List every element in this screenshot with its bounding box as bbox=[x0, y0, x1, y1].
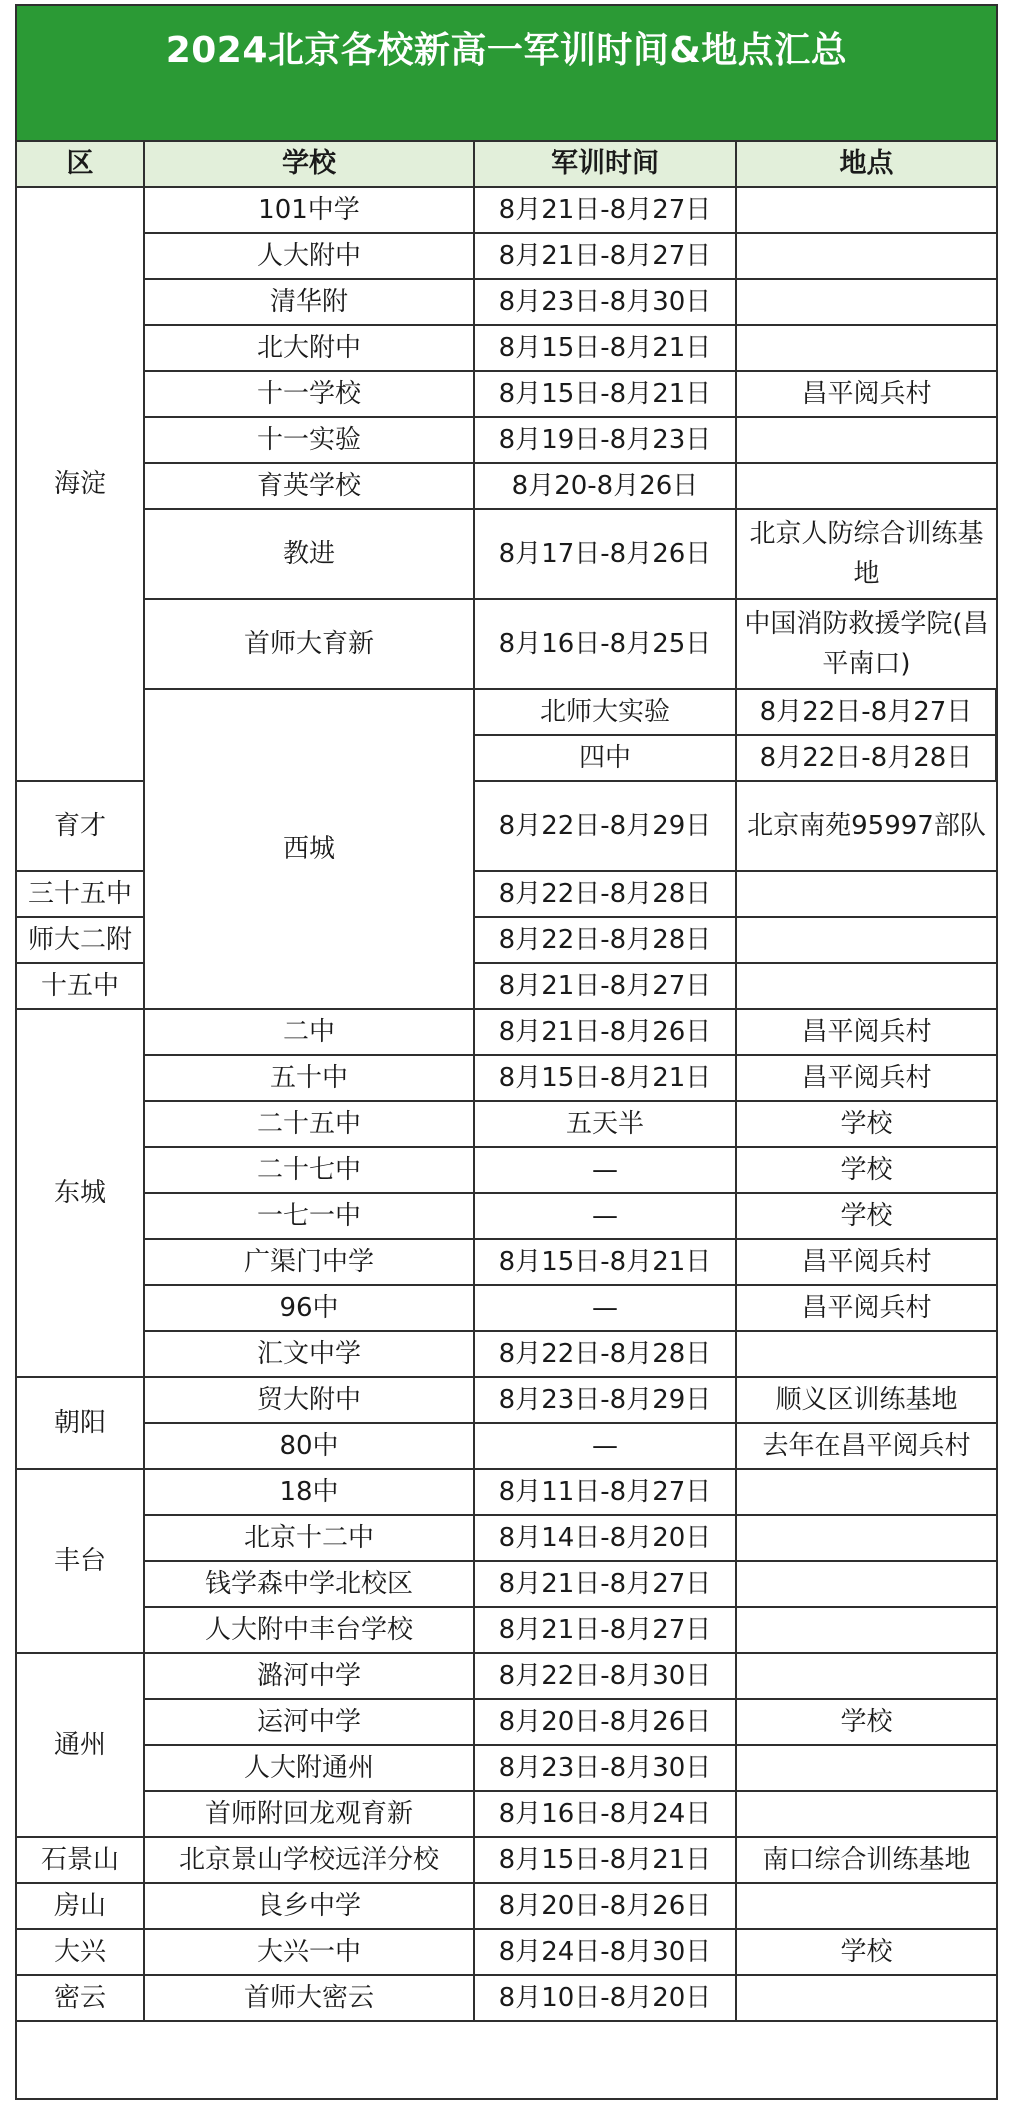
header-time: 军训时间 bbox=[474, 142, 736, 187]
school-cell: 一七一中 bbox=[144, 1193, 474, 1239]
location-cell: 学校 bbox=[736, 1929, 996, 1975]
table-row bbox=[17, 1469, 996, 1515]
school-cell: 18中 bbox=[144, 1469, 474, 1515]
district-cell: 丰台 bbox=[17, 1469, 144, 1653]
location-cell bbox=[736, 1653, 996, 1699]
location-cell bbox=[736, 1791, 996, 1837]
table-row bbox=[17, 417, 996, 463]
table-row bbox=[17, 1239, 996, 1285]
location-cell bbox=[736, 417, 996, 463]
location-cell bbox=[736, 1469, 996, 1515]
location-cell bbox=[736, 187, 996, 233]
time-cell: 8月23日-8月30日 bbox=[474, 279, 736, 325]
location-cell: 顺义区训练基地 bbox=[736, 1377, 996, 1423]
table-row bbox=[17, 689, 996, 735]
table-row bbox=[17, 1285, 996, 1331]
school-cell: 广渠门中学 bbox=[144, 1239, 474, 1285]
time-cell: 8月22日-8月28日 bbox=[474, 871, 736, 917]
district-cell: 房山 bbox=[17, 1883, 144, 1929]
time-cell: — bbox=[474, 1285, 736, 1331]
school-cell: 育才 bbox=[17, 781, 144, 871]
time-cell: 8月21日-8月26日 bbox=[474, 1009, 736, 1055]
time-cell: 8月14日-8月20日 bbox=[474, 1515, 736, 1561]
table-row bbox=[17, 1975, 996, 2021]
location-cell bbox=[736, 463, 996, 509]
time-cell: 8月15日-8月21日 bbox=[474, 1055, 736, 1101]
location-cell: 北京人防综合训练基地 bbox=[736, 509, 996, 599]
table-row bbox=[17, 1101, 996, 1147]
school-cell: 首师大密云 bbox=[144, 1975, 474, 2021]
location-cell: 学校 bbox=[736, 1193, 996, 1239]
location-cell: 昌平阅兵村 bbox=[736, 371, 996, 417]
school-cell: 二十七中 bbox=[144, 1147, 474, 1193]
training-table bbox=[17, 142, 996, 2022]
location-cell bbox=[736, 1745, 996, 1791]
location-cell bbox=[736, 963, 996, 1009]
district-cell: 西城 bbox=[144, 689, 474, 1009]
table-row bbox=[17, 1699, 996, 1745]
school-cell: 十五中 bbox=[17, 963, 144, 1009]
district-cell: 通州 bbox=[17, 1653, 144, 1837]
table-row bbox=[17, 1745, 996, 1791]
table-row bbox=[17, 1009, 996, 1055]
school-cell: 师大二附 bbox=[17, 917, 144, 963]
school-cell: 北师大实验 bbox=[474, 689, 736, 735]
location-cell bbox=[736, 1331, 996, 1377]
location-cell: 学校 bbox=[736, 1699, 996, 1745]
location-cell bbox=[736, 1975, 996, 2021]
time-cell: 8月21日-8月27日 bbox=[474, 1561, 736, 1607]
time-cell: 8月16日-8月24日 bbox=[474, 1791, 736, 1837]
school-cell: 北大附中 bbox=[144, 325, 474, 371]
table-row bbox=[17, 1607, 996, 1653]
table-row bbox=[17, 1561, 996, 1607]
sheet-title: 2024北京各校新高一军训时间&地点汇总 bbox=[17, 6, 996, 142]
time-cell: — bbox=[474, 1423, 736, 1469]
table-row bbox=[17, 1331, 996, 1377]
time-cell: 8月22日-8月27日 bbox=[736, 689, 996, 735]
location-cell bbox=[736, 233, 996, 279]
time-cell: 8月22日-8月30日 bbox=[474, 1653, 736, 1699]
table-row bbox=[17, 187, 996, 233]
school-cell: 良乡中学 bbox=[144, 1883, 474, 1929]
table-row bbox=[17, 1055, 996, 1101]
school-cell: 四中 bbox=[474, 735, 736, 781]
location-cell bbox=[736, 1515, 996, 1561]
school-cell: 96中 bbox=[144, 1285, 474, 1331]
location-cell: 昌平阅兵村 bbox=[736, 1055, 996, 1101]
school-cell: 人大附中丰台学校 bbox=[144, 1607, 474, 1653]
header-location: 地点 bbox=[736, 142, 996, 187]
time-cell: 8月20日-8月26日 bbox=[474, 1883, 736, 1929]
table-row bbox=[17, 1515, 996, 1561]
location-cell: 北京南苑95997部队 bbox=[736, 781, 996, 871]
school-cell: 二十五中 bbox=[144, 1101, 474, 1147]
school-cell: 大兴一中 bbox=[144, 1929, 474, 1975]
time-cell: 8月23日-8月29日 bbox=[474, 1377, 736, 1423]
school-cell: 80中 bbox=[144, 1423, 474, 1469]
school-cell: 三十五中 bbox=[17, 871, 144, 917]
time-cell: 8月10日-8月20日 bbox=[474, 1975, 736, 2021]
school-cell: 钱学森中学北校区 bbox=[144, 1561, 474, 1607]
time-cell: 8月24日-8月30日 bbox=[474, 1929, 736, 1975]
time-cell: 8月15日-8月21日 bbox=[474, 1239, 736, 1285]
location-cell bbox=[736, 325, 996, 371]
time-cell: 8月15日-8月21日 bbox=[474, 1837, 736, 1883]
table-row bbox=[17, 371, 996, 417]
school-cell: 二中 bbox=[144, 1009, 474, 1055]
district-cell: 密云 bbox=[17, 1975, 144, 2021]
school-cell: 贸大附中 bbox=[144, 1377, 474, 1423]
time-cell: 8月22日-8月28日 bbox=[474, 1331, 736, 1377]
time-cell: 8月19日-8月23日 bbox=[474, 417, 736, 463]
location-cell: 昌平阅兵村 bbox=[736, 1009, 996, 1055]
school-cell: 教进 bbox=[144, 509, 474, 599]
school-cell: 人大附中 bbox=[144, 233, 474, 279]
school-cell: 人大附通州 bbox=[144, 1745, 474, 1791]
location-cell bbox=[736, 917, 996, 963]
location-cell bbox=[736, 871, 996, 917]
location-cell bbox=[736, 1607, 996, 1653]
time-cell: 8月20-8月26日 bbox=[474, 463, 736, 509]
location-cell: 学校 bbox=[736, 1101, 996, 1147]
table-row bbox=[17, 509, 996, 599]
time-cell: — bbox=[474, 1193, 736, 1239]
time-cell: 五天半 bbox=[474, 1101, 736, 1147]
district-cell: 朝阳 bbox=[17, 1377, 144, 1469]
time-cell: 8月21日-8月27日 bbox=[474, 1607, 736, 1653]
table-row bbox=[17, 1653, 996, 1699]
school-cell: 101中学 bbox=[144, 187, 474, 233]
table-row bbox=[17, 1377, 996, 1423]
school-cell: 清华附 bbox=[144, 279, 474, 325]
school-cell: 运河中学 bbox=[144, 1699, 474, 1745]
district-cell: 大兴 bbox=[17, 1929, 144, 1975]
time-cell: 8月15日-8月21日 bbox=[474, 325, 736, 371]
time-cell: — bbox=[474, 1147, 736, 1193]
header-row bbox=[17, 142, 996, 187]
table-row bbox=[17, 463, 996, 509]
table-row bbox=[17, 1791, 996, 1837]
district-cell: 海淀 bbox=[17, 187, 144, 781]
table-row bbox=[17, 1929, 996, 1975]
table-row bbox=[17, 1837, 996, 1883]
time-cell: 8月11日-8月27日 bbox=[474, 1469, 736, 1515]
time-cell: 8月22日-8月29日 bbox=[474, 781, 736, 871]
header-district: 区 bbox=[17, 142, 144, 187]
time-cell: 8月22日-8月28日 bbox=[736, 735, 996, 781]
school-cell: 十一学校 bbox=[144, 371, 474, 417]
district-cell: 石景山 bbox=[17, 1837, 144, 1883]
location-cell: 昌平阅兵村 bbox=[736, 1239, 996, 1285]
time-cell: 8月22日-8月28日 bbox=[474, 917, 736, 963]
table-row bbox=[17, 1883, 996, 1929]
time-cell: 8月21日-8月27日 bbox=[474, 187, 736, 233]
district-cell: 东城 bbox=[17, 1009, 144, 1377]
time-cell: 8月15日-8月21日 bbox=[474, 371, 736, 417]
time-cell: 8月17日-8月26日 bbox=[474, 509, 736, 599]
time-cell: 8月20日-8月26日 bbox=[474, 1699, 736, 1745]
table-row bbox=[17, 599, 996, 689]
location-cell: 中国消防救援学院(昌平南口) bbox=[736, 599, 996, 689]
location-cell: 南口综合训练基地 bbox=[736, 1837, 996, 1883]
school-cell: 潞河中学 bbox=[144, 1653, 474, 1699]
school-cell: 北京十二中 bbox=[144, 1515, 474, 1561]
location-cell: 昌平阅兵村 bbox=[736, 1285, 996, 1331]
table-row bbox=[17, 1423, 996, 1469]
time-cell: 8月21日-8月27日 bbox=[474, 233, 736, 279]
table-row bbox=[17, 325, 996, 371]
school-cell: 首师附回龙观育新 bbox=[144, 1791, 474, 1837]
school-cell: 十一实验 bbox=[144, 417, 474, 463]
location-cell bbox=[736, 1883, 996, 1929]
summary-sheet bbox=[15, 4, 998, 2100]
location-cell bbox=[736, 279, 996, 325]
table-row bbox=[17, 1193, 996, 1239]
table-row bbox=[17, 279, 996, 325]
header-school: 学校 bbox=[144, 142, 474, 187]
location-cell bbox=[736, 1561, 996, 1607]
school-cell: 汇文中学 bbox=[144, 1331, 474, 1377]
location-cell: 去年在昌平阅兵村 bbox=[736, 1423, 996, 1469]
time-cell: 8月21日-8月27日 bbox=[474, 963, 736, 1009]
table-row bbox=[17, 1147, 996, 1193]
school-cell: 育英学校 bbox=[144, 463, 474, 509]
school-cell: 首师大育新 bbox=[144, 599, 474, 689]
location-cell: 学校 bbox=[736, 1147, 996, 1193]
table-row bbox=[17, 233, 996, 279]
school-cell: 五十中 bbox=[144, 1055, 474, 1101]
time-cell: 8月23日-8月30日 bbox=[474, 1745, 736, 1791]
time-cell: 8月16日-8月25日 bbox=[474, 599, 736, 689]
school-cell: 北京景山学校远洋分校 bbox=[144, 1837, 474, 1883]
